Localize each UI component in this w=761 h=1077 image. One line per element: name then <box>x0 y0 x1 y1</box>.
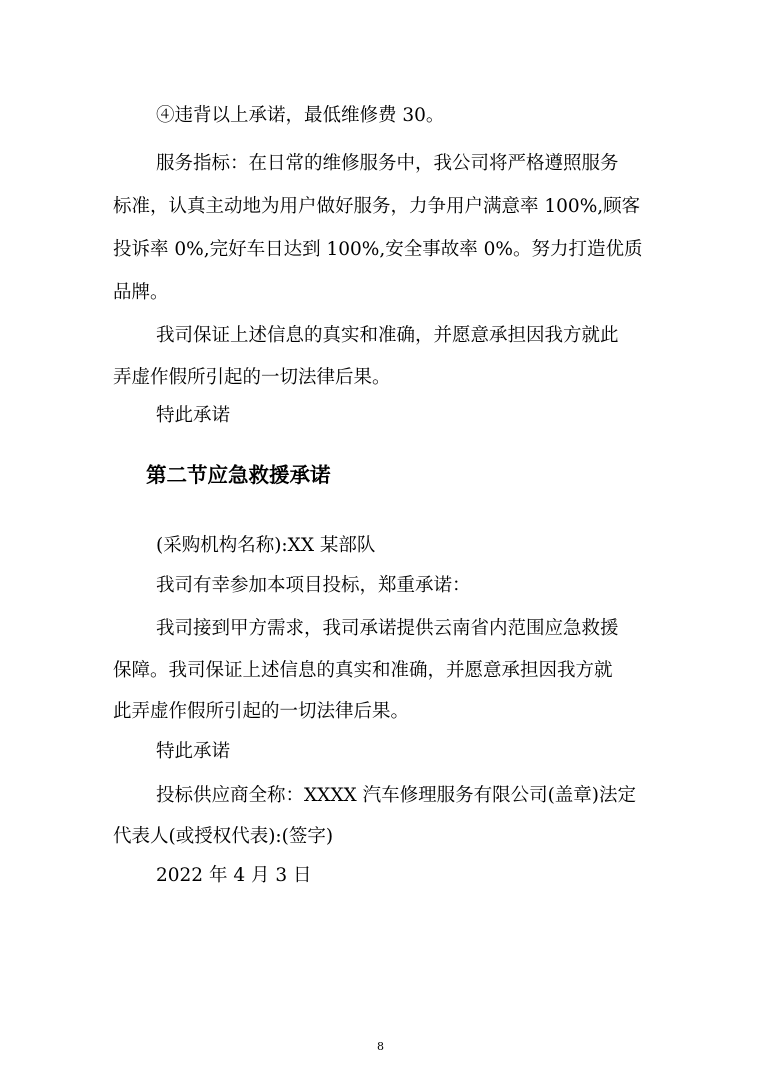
intro-line: 我司有幸参加本项目投标，郑重承诺： <box>156 575 471 596</box>
date-line: 2022 年 4 月 3 日 <box>156 865 312 886</box>
recipient-line: (采购机构名称):XX 某部队 <box>156 535 376 556</box>
service-paragraph-line-1: 服务指标：在日常的维修服务中，我公司将严格遵照服务 <box>156 153 619 174</box>
guarantee-paragraph-line-2: 弄虚作假所引起的一切法律后果。 <box>113 367 391 388</box>
service-paragraph-line-4: 品牌。 <box>113 282 169 303</box>
commitment-paragraph-line-2: 保障。我司保证上述信息的真实和准确，并愿意承担因我方就 <box>113 660 613 681</box>
service-paragraph-line-3: 投诉率 0%,完好车日达到 100%,安全事故率 0%。努力打造优质 <box>113 239 643 260</box>
commitment-item-4: ④违背以上承诺，最低维修费 30。 <box>156 105 445 126</box>
signature-line-1: 投标供应商全称：XXXX 汽车修理服务有限公司(盖章)法定 <box>156 785 636 806</box>
page-number: 8 <box>377 1040 384 1053</box>
signature-line-2: 代表人(或授权代表):(签字) <box>113 826 334 847</box>
commitment-paragraph-line-3: 此弄虚作假所引起的一切法律后果。 <box>113 701 410 722</box>
service-paragraph-line-2: 标准，认真主动地为用户做好服务，力争用户满意率 100%,顾客 <box>113 196 641 217</box>
guarantee-paragraph-line-1: 我司保证上述信息的真实和准确，并愿意承担因我方就此 <box>156 325 619 346</box>
closing-statement-2: 特此承诺 <box>156 741 231 762</box>
commitment-paragraph-line-1: 我司接到甲方需求，我司承诺提供云南省内范围应急救援 <box>156 618 619 639</box>
section-heading: 第二节应急救援承诺 <box>146 463 331 487</box>
closing-statement: 特此承诺 <box>156 405 231 426</box>
